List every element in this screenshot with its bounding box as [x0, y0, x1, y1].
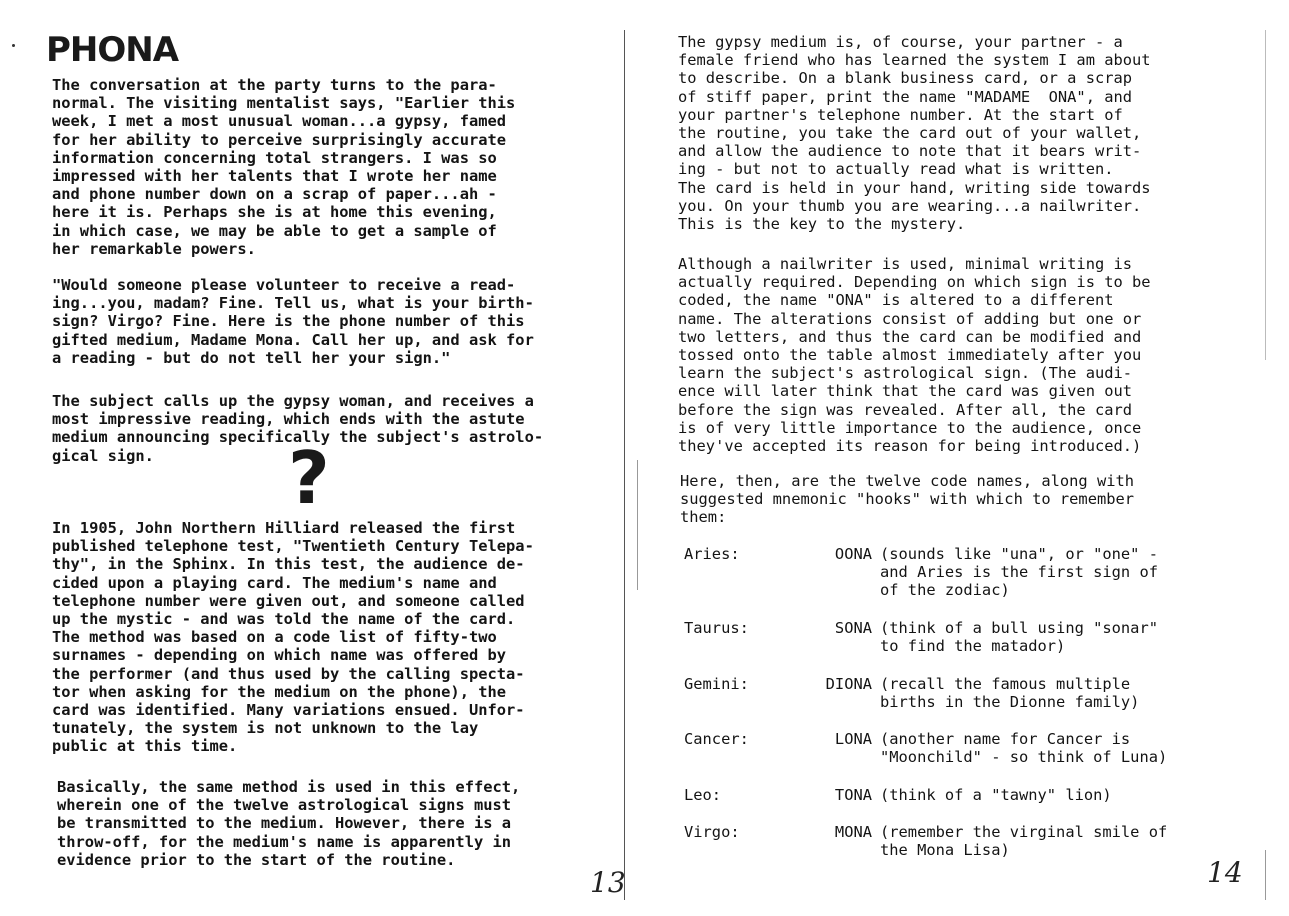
paragraph-partner: The gypsy medium is, of course, your partner - a female friend who has learned the system I am about to describe. On a blank business card, or a scrap of stiff paper, print the name "MADAME ONA", and your partner's telephone number. At the start of the routine, you take the card out of your wallet, and allow the audience to note that it bears writ- ing - but not to actually read what is written. The card is held in your hand, writing side towards you. On your thumb you are wearing...a nailwriter. This is the key to the mystery.	[678, 33, 1151, 234]
sign-name: Aries:	[684, 545, 740, 563]
sign-hook: (recall the famous multiple births in the Dionne family)	[880, 675, 1140, 712]
paragraph-method: Basically, the same method is used in this effect, wherein one of the twelve astrological signs must be transmitted to the medium. However, there is a throw-off, for the medium's name is apparently in evidence prior to the start of the routine.	[57, 778, 521, 869]
sign-code: LONA	[834, 730, 872, 748]
sign-code: MONA	[834, 823, 872, 841]
sign-hook: (remember the virginal smile of the Mona Lisa)	[880, 823, 1168, 860]
sign-code: DIONA	[825, 675, 872, 693]
paragraph-subject: The subject calls up the gypsy woman, and receives a most impressive reading, which ends with the astute medium announcing specifically the subject's astrolo- gical sign.	[52, 392, 544, 465]
question-mark-graphic: ?	[288, 436, 330, 520]
right-page	[630, 0, 1289, 916]
paragraph-volunteer: "Would someone please volunteer to receive a read- ing...you, madam? Fine. Tell us, what is your birth- sign? Virgo? Fine. Here is the phone number of this gifted medium, Madame Mona. Call her up, and ask for a reading - but do not tell her your sign."	[52, 276, 534, 367]
sign-code: TONA	[834, 786, 872, 804]
sign-hook: (sounds like "una", or "one" - and Aries is the first sign of of the zodiac)	[880, 545, 1158, 600]
page-number: 14	[1207, 856, 1243, 889]
left-page	[0, 0, 628, 916]
sign-hook: (another name for Cancer is "Moonchild" - so think of Luna)	[880, 730, 1168, 767]
sign-name: Taurus:	[684, 619, 749, 637]
sign-name: Gemini:	[684, 675, 749, 693]
sign-hook: (think of a "tawny" lion)	[880, 786, 1112, 804]
sign-code: SONA	[834, 619, 872, 637]
paragraph-history: In 1905, John Northern Hilliard released the first published telephone test, "Twentieth Century Telepa- thy", in the Sphinx. In this test, the audience de- cided upon a playing card. The medium's name and telephone number were given out, and someone called up the mystic - and was told the name of the card. The method was based on a code list of fifty-two surnames - depending on which name was offered by the performer (and thus used by the calling specta- tor when asking for the medium on the phone), the card was identified. Many variations ensued. Unfor- tunately, the system is not unknown to the lay public at this time.	[52, 519, 534, 756]
paragraph-nailwriter: Although a nailwriter is used, minimal writing is actually required. Depending on which sign is to be coded, the name "ONA" is altered to a different name. The alterations consist of adding but one or two letters, and thus the card can be modified and tossed onto the table almost immediately after you learn the subject's astrological sign. (The audi- ence will later think that the card was given out before the sign was revealed. After all, the card is of very little importance to the audience, once they've accepted its reason for being introduced.)	[678, 255, 1151, 456]
article-title: PHONA	[46, 30, 179, 70]
sign-name: Leo:	[684, 786, 722, 804]
sign-name: Cancer:	[684, 730, 749, 748]
sign-code: OONA	[834, 545, 872, 563]
sign-hook: (think of a bull using "sonar" to find the matador)	[880, 619, 1158, 656]
sign-name: Virgo:	[684, 823, 740, 841]
page-number: 13	[590, 866, 626, 899]
paragraph-code-intro: Here, then, are the twelve code names, along with suggested mnemonic "hooks" with which to remember them:	[680, 472, 1135, 527]
paragraph-intro: The conversation at the party turns to the para- normal. The visiting mentalist says, "Earlier this week, I met a most unusual woman...a gypsy, famed for her ability to perceive surprisingly accurate information concerning total strangers. I was so impressed with her talents that I wrote her name and phone number down on a scrap of paper...ah - here it is. Perhaps she is at home this evening, in which case, we may be able to get a sample of her remarkable powers.	[52, 76, 516, 258]
